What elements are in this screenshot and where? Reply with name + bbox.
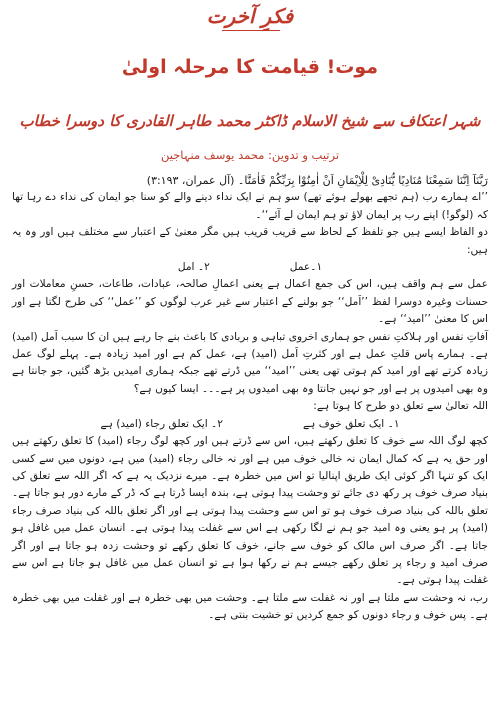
paragraph-4: کچھ لوگ اللہ سے خوف کا تعلق رکھتے ہیں، اس سے ڈرتے ہیں اور کچھ لوگ رجاء (امید) کا تعلق رکھتے ہیں اور حق یہ ہے کہ کمال ایمان نہ خالی خوف میں ہے اور نہ خالی رجاء (امید) میں ہے، دونوں میں سے کسی ایک کو تنہا اگر کوئی ایک طریق اپنالیا تو اس میں خطرہ ہے۔ میرے نزدیک یہ ہے کہ اگر اللہ سے تعلق کی بنیاد صرف خوف پر رکھ دی جائے تو وحشت پیدا ہوتی ہے، بندہ ایسا ڈرتا ہے کہ ڈر کے مارے دور ہو جاتا ہے۔ تعلق باللہ کی بنیاد صرف خوف ہو تو اس سے وحشت پیدا ہوتی ہے اور اگر تعلق باللہ کی بنیاد صرف رجاء (امید) پر ہو یعنی وہ امید جو ہم نے لگا رکھی ہے اس سے غفلت پیدا ہوتی ہے۔ انسان عمل میں غافل ہو جاتا ہے۔ اگر صرف اس مالک کو خوف سے جانے، خوف کا تعلق رکھے تو وحشت زدہ ہو جاتا ہے اور اگر صرف امید و رجاء پر تعلق رکھے جیسے ہم نے رکھا ہوا ہے تو انسان عمل میں غافل ہو جاتا ہے اس سے غفلت پیدا ہوتی ہے۔	[12, 435, 488, 587]
article-body	[12, 172, 488, 625]
word-item-amal: ۱۔عمل	[289, 261, 323, 274]
word-list	[12, 259, 488, 276]
relation-item-raja: ۲۔ ایک تعلق رجاء (امید) ہے	[100, 417, 223, 430]
series-heading: شہر اعتکاف سے شیخ الاسلام ڈاکٹر محمد طاہر القادری کا دوسرا خطاب	[19, 112, 481, 130]
relation-item-khauf: ۱۔ ایک تعلق خوف ہے	[302, 417, 400, 430]
intro-paragraph: دو الفاظ ایسے ہیں جو تلفظ کے لحاظ سے قریب قریب ہیں مگر معنیٰ کے اعتبار سے مختلف ہیں اور وہ یہ ہیں:	[12, 226, 488, 256]
word-item-aml: ۲۔ امل	[177, 261, 210, 274]
title-underline	[222, 30, 280, 31]
compiler-credit: ترتیب و تدوین: محمد یوسف منہاجین	[160, 148, 340, 162]
paragraph-5: رب، نہ وحشت سے ملتا ہے اور نہ غفلت سے ملتا ہے۔ وحشت میں بھی خطرہ ہے اور غفلت میں بھی خطرہ ہے۔ پس خوف و رجاء دونوں کو جمع کردیں تو خشیت بنتی ہے۔	[12, 591, 488, 622]
verse-text: رَبَّنَآ اِنَّنَا سَمِعْنَا مُنَادِیًا یُّنَادِیْ لِلْاِیْمَانِ اَنْ اٰمِنُوْا بِرَبِّکُمْ فَاٰمَنَّا۔ (آل عمران، ۳:۱۹۳)	[146, 174, 488, 187]
paragraph-1: عمل سے ہم واقف ہیں، اس کی جمع اعمال ہے یعنی اعمالِ صالحہ، عبادات، طاعات، حسنِ معاملات اور حسنات وغیرہ دوسرا لفظ ’’اَمل‘‘ جو بولنے کے اعتبار سے غیر عرب لوگوں کو ’’عمل‘‘ کی طرح لگتا ہے اور اس کا معنیٰ ’’امید‘‘ ہے۔	[12, 278, 488, 326]
article-subtitle: موت! قیامت کا مرحلہ اولیٰ	[121, 56, 379, 78]
verse-translation: ’’اے ہمارے رب (ہم تجھے بھولے ہوئے تھے) سو ہم نے ایک نداء دینے والے کو سنا جو ایمان کی نداء دے رہا تھا کہ (لوگو!) اپنے رب پر ایمان لاؤ تو ہم ایمان لے آئے‘‘۔	[12, 191, 488, 221]
paragraph-3: اللہ تعالیٰ سے تعلق دو طرح کا ہوتا ہے:	[313, 400, 488, 413]
article-title: فکرِ آخرت	[206, 4, 294, 28]
relation-list	[12, 416, 488, 433]
paragraph-2: آفاتِ نفس اور ہلاکتِ نفس جو ہماری اخروی تباہی و بربادی کا باعث بنے جا رہے ہیں ان کا سبب اَمل (امید) ہے۔ ہمارے پاس قلتِ عمل ہے اور کثرتِ اَمل (امید) ہے، عمل کم ہے اور امید زیادہ ہے۔ پہلے لوگ عمل زیادہ کرتے تھے اور امید کم ہوتی تھی یعنی ’’امید‘‘ میں ڈرتے تھے جبکہ ہماری امیدیں بڑھ گئیں، جو جانتا ہے وہ بھی امیدوں پر ہے اور جو نہیں جانتا وہ بھی امیدوں پر ہے۔۔۔ ایسا کیوں ہے؟	[12, 330, 488, 395]
quran-verse	[12, 172, 488, 189]
